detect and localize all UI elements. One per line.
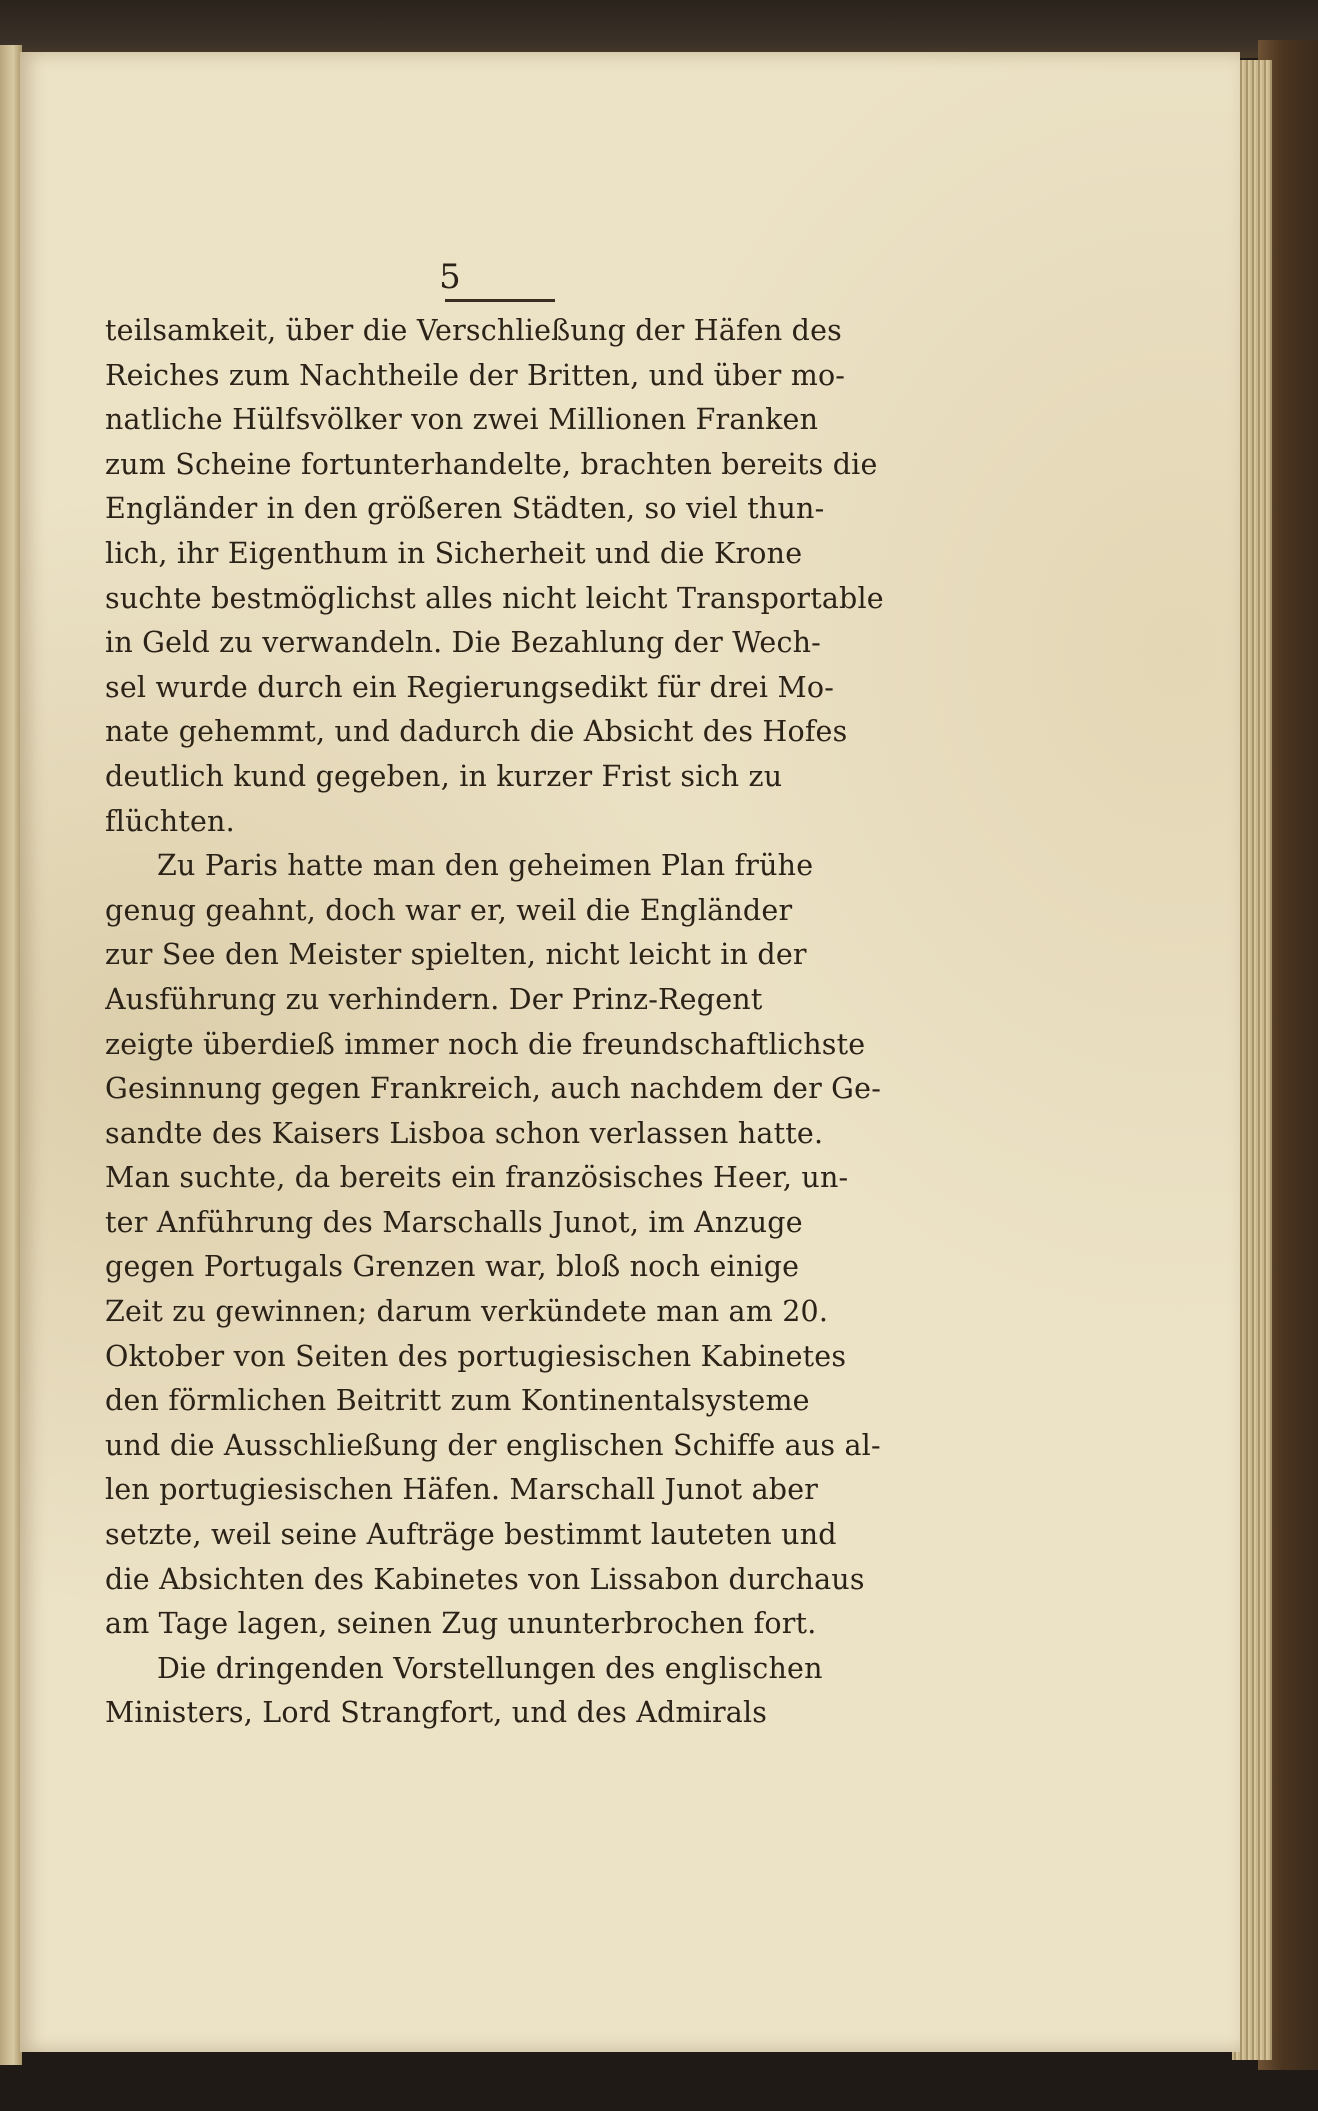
paragraph-1 — [105, 309, 925, 844]
text-line: deutlich kund gegeben, in kurzer Frist sich zu — [105, 759, 783, 793]
text-line: flüchten. — [105, 804, 235, 838]
text-line: Zeit zu gewinnen; darum verkündete man am 20. — [105, 1295, 829, 1329]
text-line: gegen Portugals Grenzen war, bloß noch einige — [105, 1250, 800, 1284]
text-line: Ministers, Lord Strangfort, und des Admirals — [105, 1696, 768, 1730]
text-line: Ausführung zu verhindern. Der Prinz-Regent — [105, 982, 763, 1016]
text-line: Engländer in den größeren Städten, so viel thun- — [105, 492, 825, 526]
text-line: setzte, weil seine Aufträge bestimmt lauteten und — [105, 1518, 837, 1552]
header-rule — [445, 299, 555, 302]
text-line: am Tage lagen, seinen Zug ununterbrochen fort. — [105, 1607, 817, 1641]
text-line: Oktober von Seiten des portugiesischen Kabinetes — [105, 1339, 847, 1373]
text-line: lich, ihr Eigenthum in Sicherheit und die Krone — [105, 536, 803, 570]
text-line: Die dringenden Vorstellungen des englischen — [157, 1651, 823, 1685]
text-line: in Geld zu verwandeln. Die Bezahlung der Wech- — [105, 626, 822, 660]
text-line: zeigte überdieß immer noch die freundschaftlichste — [105, 1027, 866, 1061]
text-line: nate gehemmt, und dadurch die Absicht des Hofes — [105, 715, 848, 749]
text-line: Reiches zum Nachtheile der Britten, und über mo- — [105, 358, 846, 392]
text-line: zum Scheine fortunterhandelte, brachten bereits die — [105, 447, 878, 481]
book-page — [20, 52, 1240, 2052]
text-line: und die Ausschließung der englischen Schiffe aus al- — [105, 1428, 881, 1462]
text-line: Gesinnung gegen Frankreich, auch nachdem der Ge- — [105, 1072, 882, 1106]
paragraph-3 — [105, 1647, 925, 1736]
text-line: Zu Paris hatte man den geheimen Plan frühe — [157, 849, 814, 883]
text-line: sel wurde durch ein Regierungsedikt für drei Mo- — [105, 670, 835, 704]
text-line: ter Anführung des Marschalls Junot, im Anzuge — [105, 1205, 803, 1239]
text-line: suchte bestmöglichst alles nicht leicht Transportable — [105, 581, 884, 615]
text-line: sandte des Kaisers Lisboa schon verlassen hatte. — [105, 1116, 824, 1150]
paragraph-2 — [105, 844, 925, 1647]
text-line: len portugiesischen Häfen. Marschall Junot aber — [105, 1473, 819, 1507]
text-line: Man suchte, da bereits ein französisches Heer, un- — [105, 1161, 849, 1195]
text-line: die Absichten des Kabinetes von Lissabon durchaus — [105, 1562, 865, 1596]
text-line: teilsamkeit, über die Verschließung der Häfen des — [105, 314, 842, 347]
page-number: 5 — [439, 257, 461, 297]
text-line: zur See den Meister spielten, nicht leicht in der — [105, 938, 807, 972]
binding-top — [0, 0, 1318, 58]
text-line: genug geahnt, doch war er, weil die Engländer — [105, 893, 793, 927]
text-line: den förmlichen Beitritt zum Kontinentalsysteme — [105, 1384, 810, 1418]
text-line: natliche Hülfsvölker von zwei Millionen Franken — [105, 403, 819, 437]
left-page-edge — [0, 45, 22, 2065]
page-body — [105, 309, 925, 1736]
